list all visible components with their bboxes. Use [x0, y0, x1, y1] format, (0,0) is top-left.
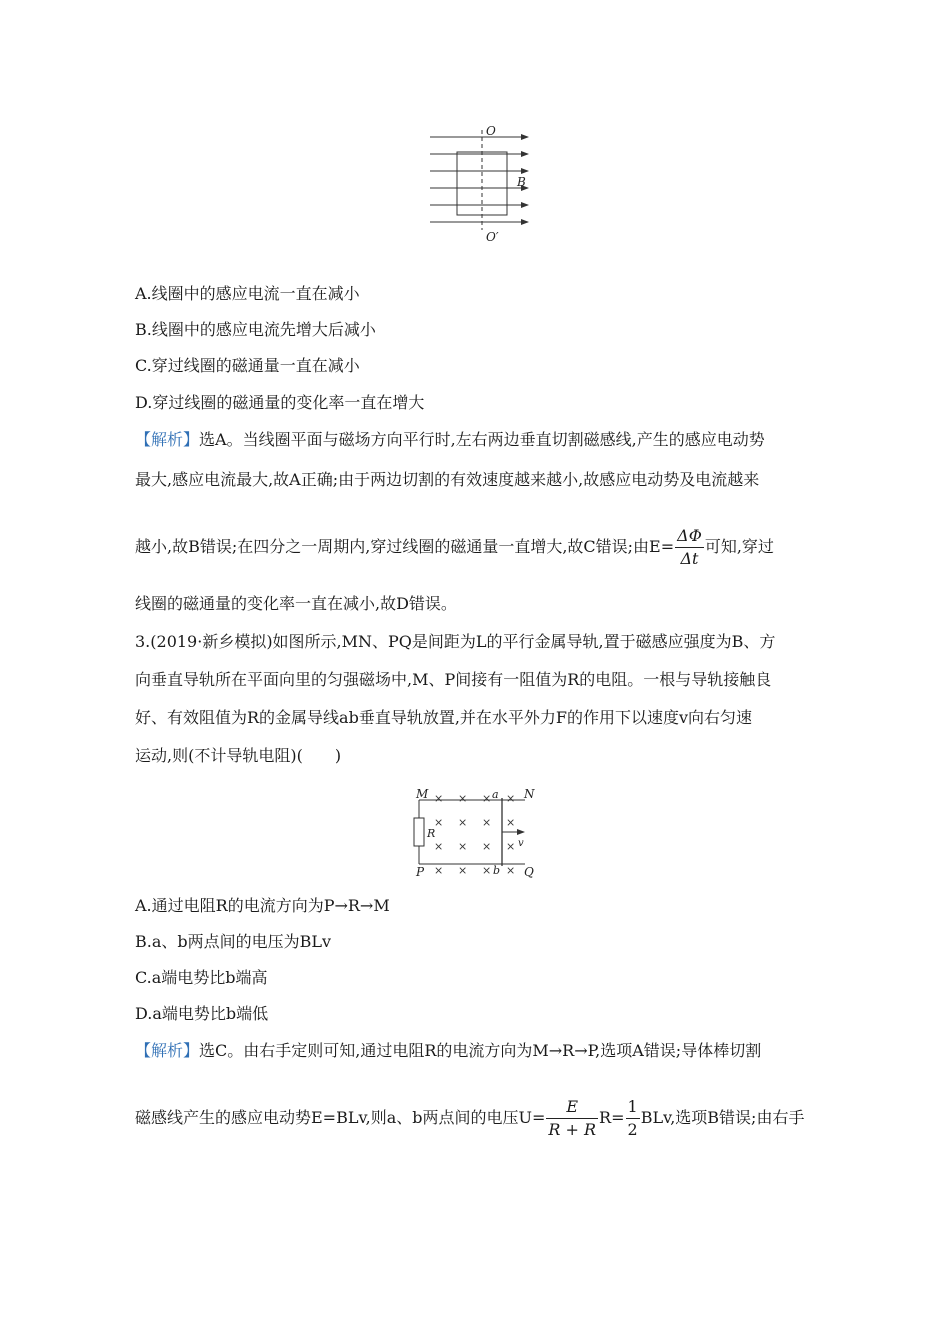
q3-stem-line4: 运动,则(不计导轨电阻)( ) [135, 746, 342, 765]
field-cross: × [458, 864, 468, 877]
field-cross: × [506, 816, 516, 829]
field-cross: × [434, 816, 444, 829]
q3-stem-line3: 好、有效阻值为R的金属导线ab垂直导轨放置,并在水平外力F的作用下以速度v向右匀速 [135, 708, 753, 727]
label-v: v [518, 838, 524, 849]
label-B: B [517, 175, 526, 189]
field-cross: × [506, 840, 516, 853]
label-R: R [427, 827, 436, 840]
analysis-tag: 【解析】 [135, 430, 200, 449]
field-cross: × [434, 864, 444, 877]
field-cross: × [458, 792, 468, 805]
label-a: a [492, 788, 499, 801]
q3-stem-line2: 向垂直导轨所在平面向里的匀强磁场中,M、P间接有一阻值为R的电阻。一根与导轨接触良 [135, 670, 772, 689]
label-Q: Q [524, 865, 534, 879]
field-lines [430, 137, 528, 222]
rail-circuit-figure [0, 782, 950, 882]
q2-analysis-line2: 最大,感应电流最大,故A正确;由于两边切割的有效速度越来越小,故感应电动势及电流越来 [135, 470, 760, 489]
field-cross: × [482, 792, 492, 805]
q2-option-b: B.线圈中的感应电流先增大后减小 [135, 320, 376, 339]
field-cross: × [434, 792, 444, 805]
flux-rate-fraction: $\frac{\Delta\Phi}{\Delta t}$ [677, 526, 702, 568]
label-b: b [493, 864, 501, 877]
field-cross: × [434, 840, 444, 853]
q3-analysis-line2: 磁感线产生的感应电动势E=BLv,则a、b两点间的电压U= $\frac{E}{R + R}$ R= $\frac{1}{2}$ BLv,选项B错误;由右手 [135, 1097, 805, 1139]
resistor [414, 818, 424, 846]
q2-option-d: D.穿过线圈的磁通量的变化率一直在增大 [135, 393, 425, 412]
q3-analysis-line1: 【解析】选C。由右手定则可知,通过电阻R的电流方向为M→R→P,选项A错误;导体棒切割 [135, 1041, 762, 1060]
label-N: N [524, 787, 535, 801]
q3-option-b: B.a、b两点间的电压为BLv [135, 932, 332, 951]
field-cross: × [482, 816, 492, 829]
label-P: P [416, 865, 425, 879]
q3-option-d: D.a端电势比b端低 [135, 1004, 269, 1023]
q2-analysis-line3: 越小,故B错误;在四分之一周期内,穿过线圈的磁通量一直增大,故C错误;由E= $\frac{\Delta\Phi}{\Delta t}$ 可知,穿过 [135, 526, 774, 568]
field-cross: × [458, 840, 468, 853]
label-O-prime: O′ [486, 230, 499, 244]
voltage-fraction: $\frac{E}{R + R}$ [548, 1097, 597, 1139]
q2-option-a: A.线圈中的感应电流一直在减小 [135, 284, 360, 303]
label-M: M [416, 787, 429, 801]
label-O: O [486, 124, 496, 138]
half-fraction: $\frac{1}{2}$ [627, 1097, 638, 1139]
field-cross: × [458, 816, 468, 829]
field-cross: × [506, 864, 516, 877]
field-cross: × [482, 840, 492, 853]
analysis-tag: 【解析】 [135, 1041, 200, 1060]
q3-option-a: A.通过电阻R的电流方向为P→R→M [135, 896, 390, 915]
q2-analysis-line1: 【解析】选A。当线圈平面与磁场方向平行时,左右两边垂直切割磁感线,产生的感应电动势 [135, 430, 765, 449]
q2-analysis-line4: 线圈的磁通量的变化率一直在减小,故D错误。 [135, 594, 457, 613]
q2-option-c: C.穿过线圈的磁通量一直在减小 [135, 356, 360, 375]
q3-stem-line1: 3.(2019·新乡模拟)如图所示,MN、PQ是间距为L的平行金属导轨,置于磁感应强度为B、方 [135, 632, 776, 651]
field-cross: × [506, 792, 516, 805]
field-cross: × [482, 864, 492, 877]
q3-option-c: C.a端电势比b端高 [135, 968, 268, 987]
